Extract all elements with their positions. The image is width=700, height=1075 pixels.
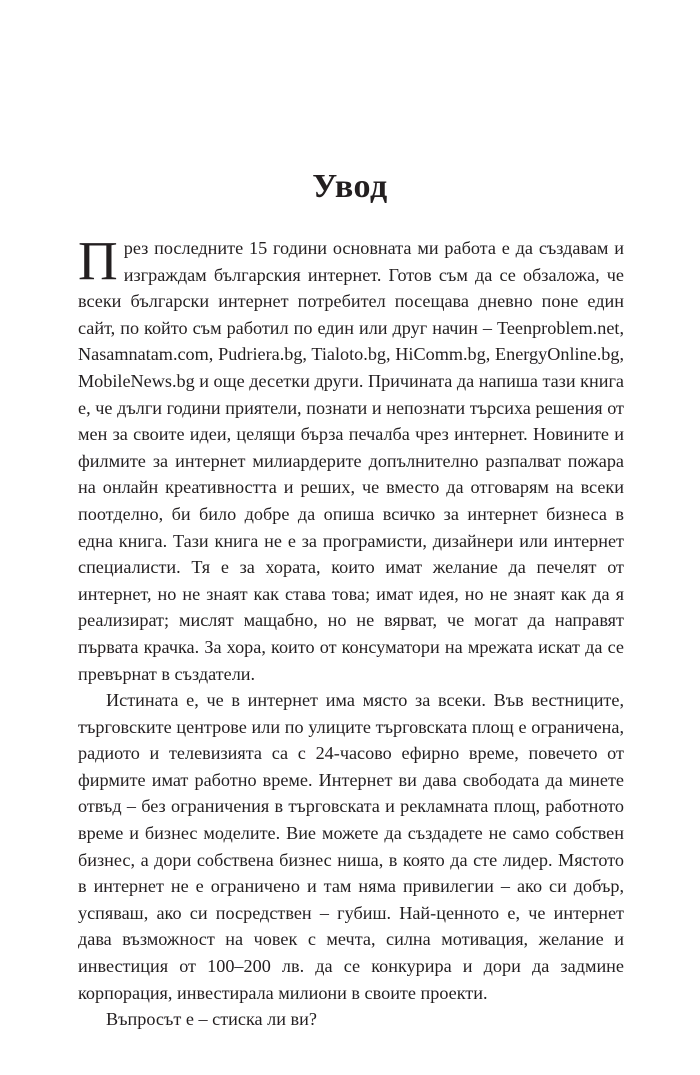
paragraph-question: Въпросът е – стиска ли ви? (106, 1009, 317, 1030)
drop-cap: П (78, 230, 118, 291)
paragraph-internet-space: Истината е, че в интернет има място за всеки. Във вестниците, търговските центрове или по улиците търговската площ е ограничена, радиото и телевизията са с 24-часово ефирно време, повечето от фирмите имат работно време. Интернет ви дава свободата да минете отвъд – без ограничения в търговската и рекламната площ, работното време и бизнес моделите. Вие можете да създадете не само собствен бизнес, а дори собствена бизнес ниша, в която да сте лидер. Мястото в интернет не е ограничено и там няма привилегии – ако си добър, успяваш, ако си посредствен – губиш. Най-ценното е, че интернет дава възможност на човек с мечта, силна мотивация, желание и инвестиция от 100–200 лв. да се конкурира и дори да задмине корпорация, инвестирала милиони в своите проекти. (78, 690, 624, 1003)
body-text (78, 230, 624, 1033)
chapter-title: Увод (312, 168, 388, 205)
paragraph-intro (78, 230, 624, 687)
paragraph-intro-text: рез последните 15 години основната ми работа е да създавам и изграждам българския интернет. Готов съм да се обзаложа, че всеки български интернет потребител посещава дневно поне един сайт, по който съм работил по един или друг начин – Teenproblem.net, Nasamnatam.com, Pudriera.bg, Tialoto.bg, HiComm.bg, EnergyOnline.bg, MobileNews.bg и още десетки други. Причината да напиша тази книга е, че дълги години приятели, познати и непознати търсиха решения от мен за своите идеи, целящи бърза печалба чрез интернет. Новините и филмите за интернет милиардерите допълнително разпалват пожара на онлайн креативността и реших, че вместо да отговарям на всеки поотделно, би било добре да опиша всичко за интернет бизнеса в една книга. Тази книга не е за програмисти, дизайнери или интернет специалисти. Тя е за хората, които имат желание да печелят от интернет, но не знаят как става това; имат идея, но не знаят как да я реализират; мислят мащабно, но не вярват, че могат да направят първата крачка. За хора, които от консуматори на мрежата искат да се превърнат в създатели. (78, 238, 624, 684)
